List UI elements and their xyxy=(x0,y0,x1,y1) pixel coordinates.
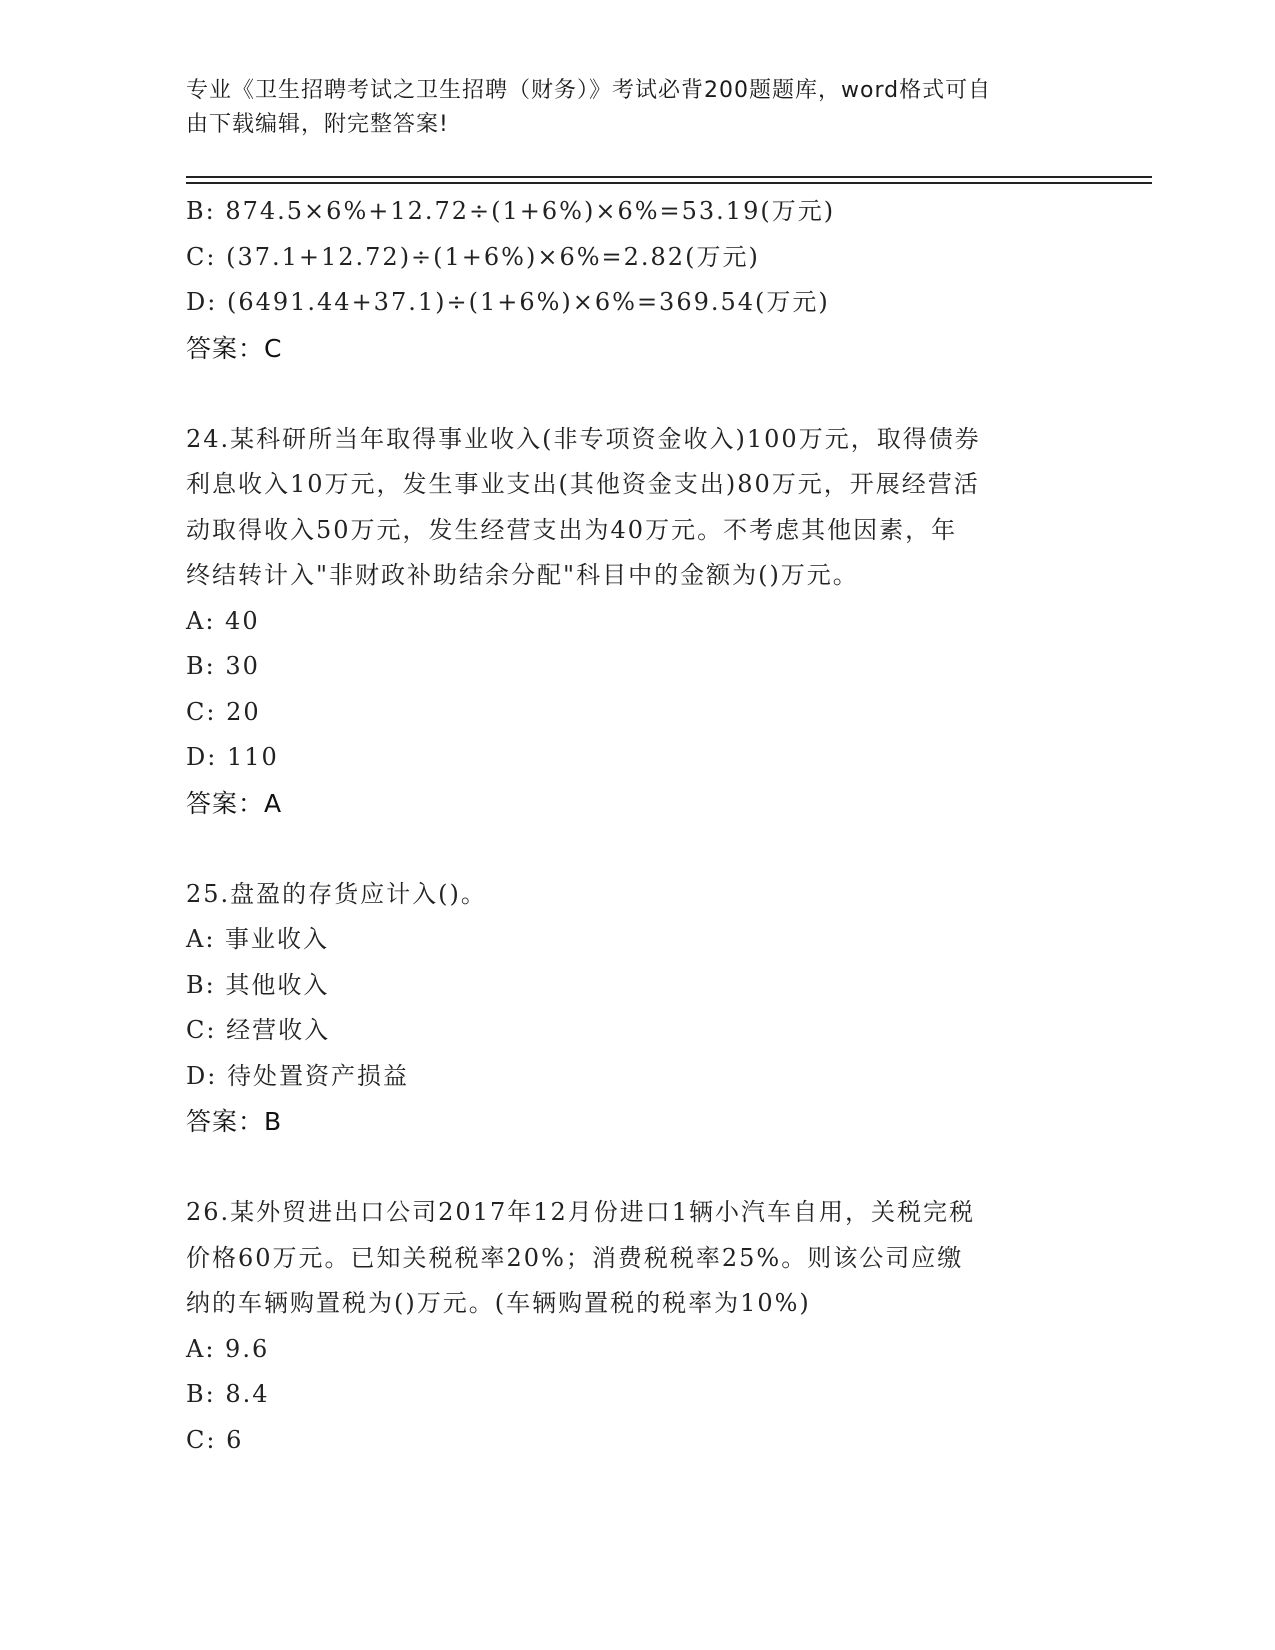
q26-option-a: A: 9.6 xyxy=(186,1334,270,1363)
q26-option-b: B: 8.4 xyxy=(186,1380,270,1408)
q23-option-b: B: 874.5×6%+12.72÷(1+6%)×6%=53.19(万元) xyxy=(186,197,836,225)
header-title-line-2: 由下载编辑，附完整答案! xyxy=(186,112,449,137)
q24-stem-line-2: 利息收入10万元，发生事业支出(其他资金支出)80万元，开展经营活 xyxy=(186,470,980,498)
q24-option-c: C: 20 xyxy=(186,697,261,726)
q24-answer: 答案：A xyxy=(186,788,283,818)
spacer xyxy=(186,826,1086,872)
q24-stem-line-3: 动取得收入50万元，发生经营支出为40万元。不考虑其他因素，年 xyxy=(186,515,958,544)
q23-option-c: C: (37.1+12.72)÷(1+6%)×6%=2.82(万元) xyxy=(186,242,760,271)
spacer xyxy=(186,1145,1086,1191)
q26-stem-line-3: 纳的车辆购置税为()万元。(车辆购置税的税率为10%) xyxy=(186,1289,811,1317)
q24-option-a: A: 40 xyxy=(186,606,260,635)
spacer xyxy=(186,371,1086,417)
q25-option-b: B: 其他收入 xyxy=(186,970,330,999)
q24-option-b: B: 30 xyxy=(186,652,260,680)
q23-answer: 答案：C xyxy=(186,333,283,363)
document-body xyxy=(186,189,1086,1463)
q25-option-d: D: 待处置资产损益 xyxy=(186,1061,409,1090)
q25-stem-line-1: 25.盘盈的存货应计入()。 xyxy=(186,879,487,908)
q26-option-c: C: 6 xyxy=(186,1425,244,1454)
question-24 xyxy=(186,417,1086,827)
question-23-tail xyxy=(186,189,1086,371)
q26-stem-line-2: 价格60万元。已知关税税率20%；消费税税率25%。则该公司应缴 xyxy=(186,1243,964,1272)
q25-option-a: A: 事业收入 xyxy=(186,925,330,953)
q25-answer: 答案：B xyxy=(186,1107,283,1136)
document-header xyxy=(186,74,1086,142)
q24-option-d: D: 110 xyxy=(186,743,279,771)
q24-stem-line-4: 终结转计入"非财政补助结余分配"科目中的金额为()万元。 xyxy=(186,561,859,589)
question-25 xyxy=(186,872,1086,1145)
q26-stem-line-1: 26.某外贸进出口公司2017年12月份进口1辆小汽车自用，关税完税 xyxy=(186,1198,976,1226)
question-26 xyxy=(186,1190,1086,1463)
header-title-line-1: 专业《卫生招聘考试之卫生招聘（财务）》考试必背200题题库，word格式可自 xyxy=(186,78,992,103)
header-divider-bottom xyxy=(186,182,1152,184)
q23-option-d: D: (6491.44+37.1)÷(1+6%)×6%=369.54(万元) xyxy=(186,288,830,316)
header-divider-top xyxy=(186,176,1152,178)
q25-option-c: C: 经营收入 xyxy=(186,1016,331,1044)
q24-stem-line-1: 24.某科研所当年取得事业收入(非专项资金收入)100万元，取得债券 xyxy=(186,424,981,453)
